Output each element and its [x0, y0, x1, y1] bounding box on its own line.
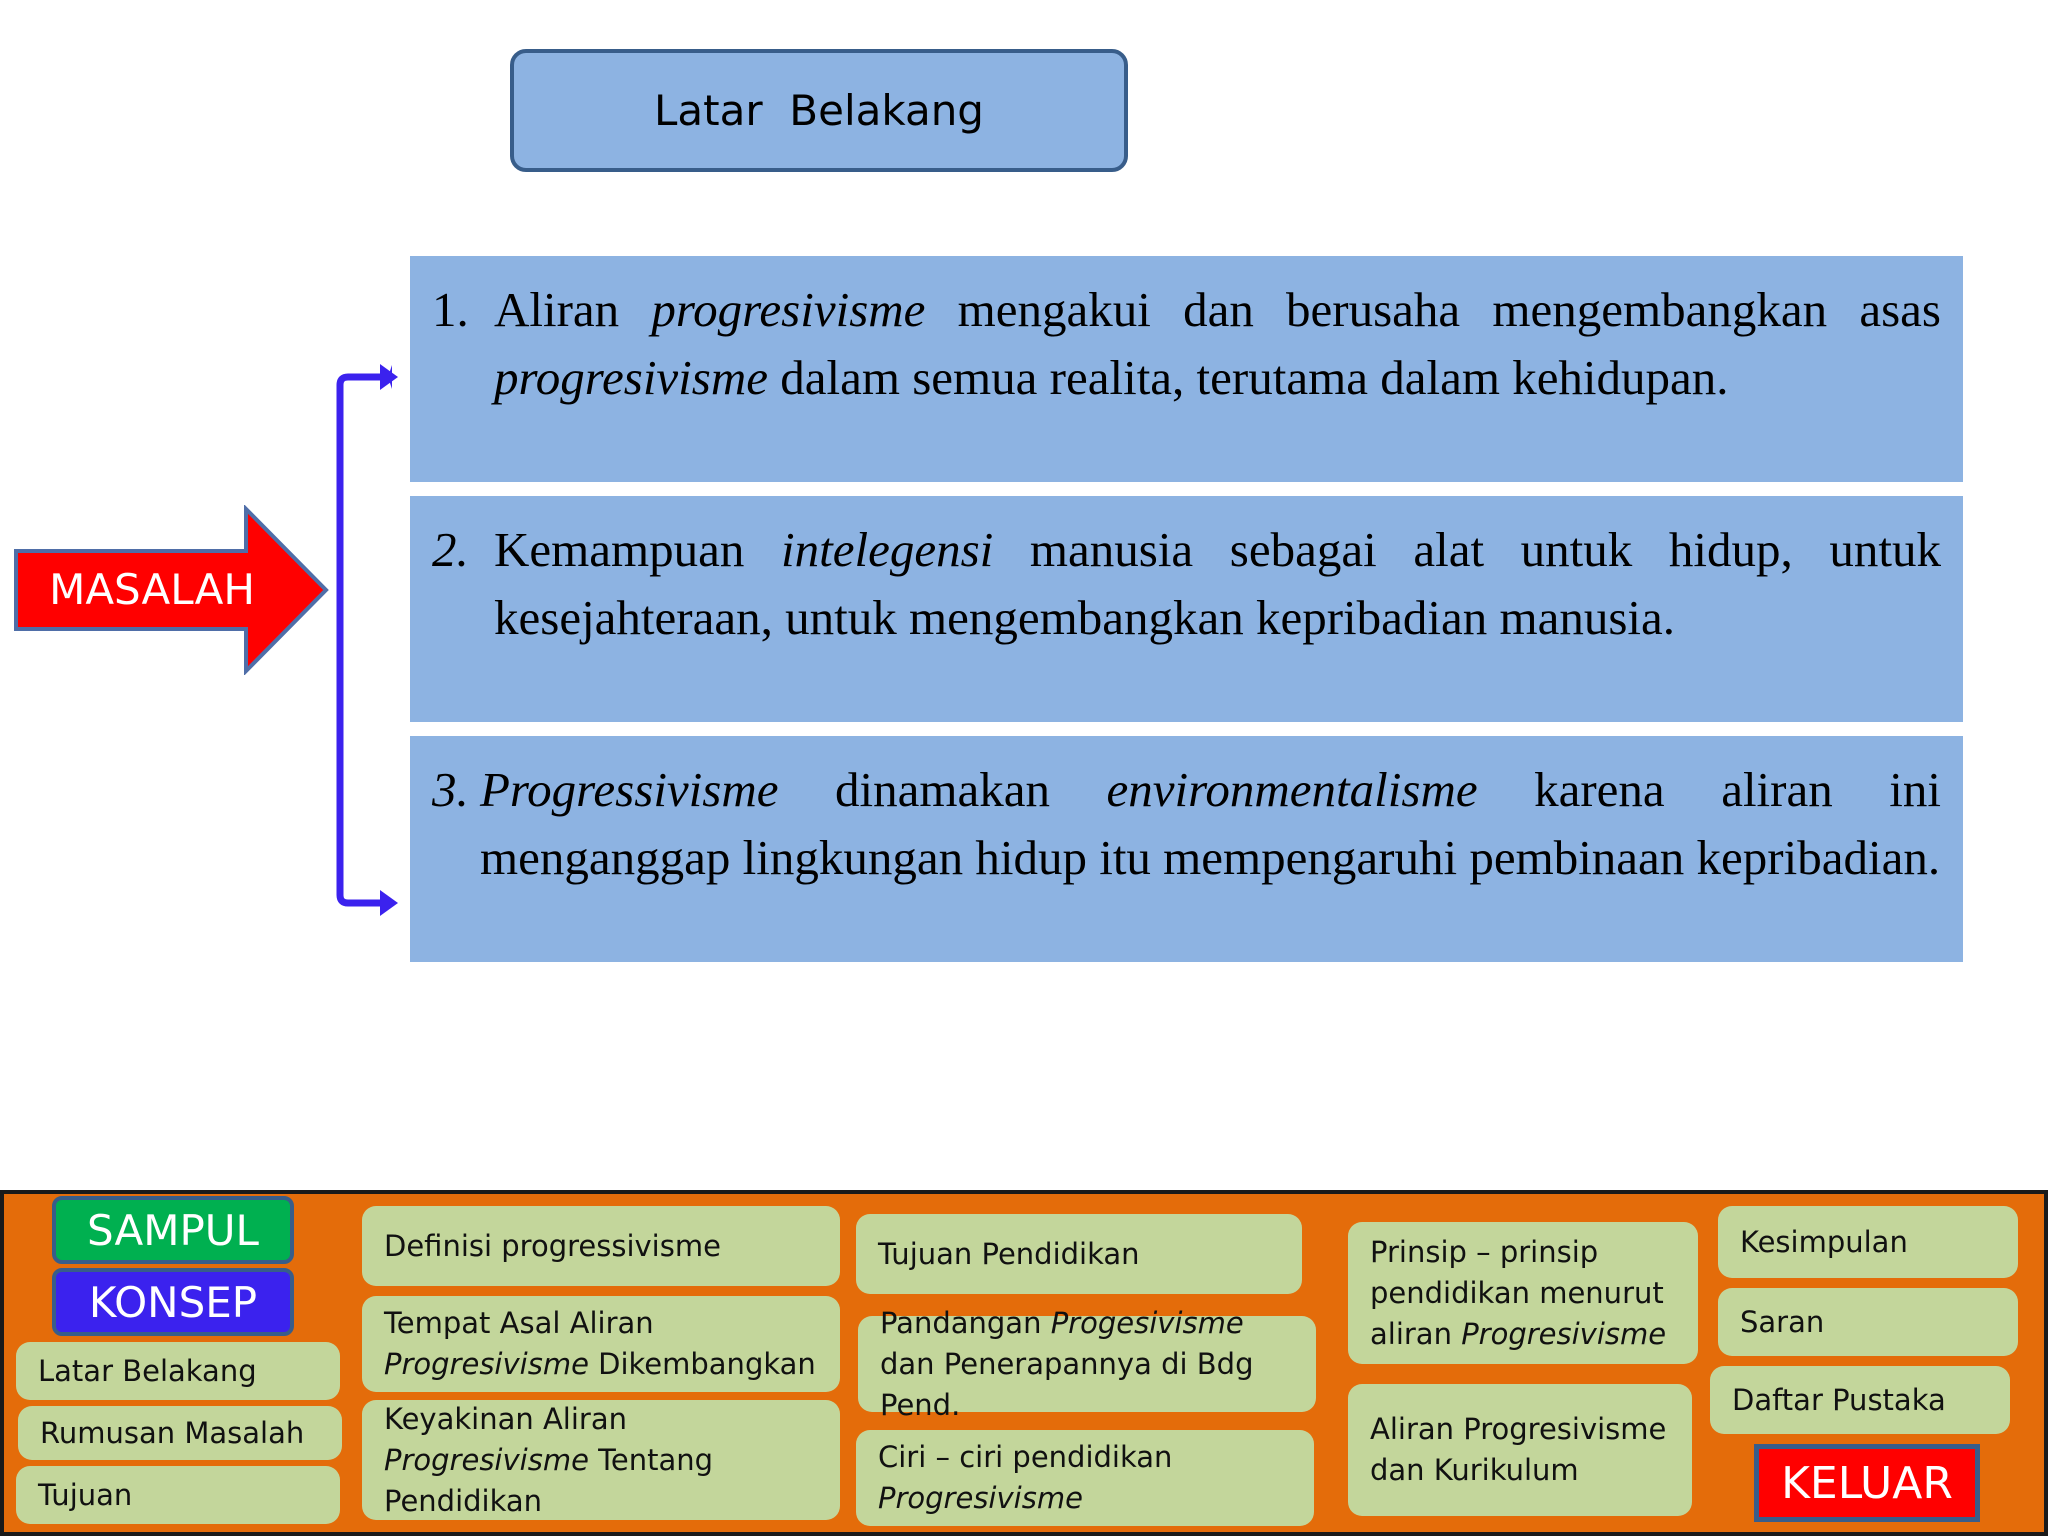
daftar-pustaka-button[interactable]: Daftar Pustaka [1710, 1366, 2010, 1434]
tempat-asal-button[interactable]: Tempat Asal Aliran Progresivisme Dikembangkan [362, 1296, 840, 1392]
point-panel-1 [410, 256, 1963, 482]
latar-belakang-button[interactable]: Latar Belakang [16, 1342, 340, 1400]
kesimpulan-button[interactable]: Kesimpulan [1718, 1206, 2018, 1278]
masalah-label: MASALAH [49, 565, 255, 614]
konsep-button[interactable]: KONSEP [52, 1268, 294, 1336]
point-text: Progressivisme dinamakan environmentalisme karena aliran ini menganggap lingkungan hidup itu mempengaruhi pembinaan kepribadian. [480, 762, 1941, 885]
bottom-nav-bar [0, 1190, 2048, 1536]
point-panel-3 [410, 736, 1963, 962]
kurikulum-button[interactable]: Aliran Progresivisme dan Kurikulum [1348, 1384, 1692, 1516]
point-panel-2 [410, 496, 1963, 722]
masalah-arrow [10, 505, 330, 675]
rumusan-masalah-button[interactable]: Rumusan Masalah [18, 1406, 342, 1460]
point-text: Aliran progresivisme mengakui dan berusaha mengembangkan asas progresivisme dalam semua realita, terutama dalam kehidupan. [494, 282, 1941, 405]
tujuan-pendidikan-button[interactable]: Tujuan Pendidikan [856, 1214, 1302, 1294]
page-title: Latar Belakang [510, 49, 1128, 172]
pandangan-button[interactable]: Pandangan Progesivisme dan Penerapannya di Bdg Pend. [858, 1316, 1316, 1412]
point-text: Kemampuan intelegensi manusia sebagai alat untuk hidup, untuk kesejahteraan, untuk mengembangkan kepribadian manusia. [494, 522, 1941, 645]
definisi-button[interactable]: Definisi progressivisme [362, 1206, 840, 1286]
prinsip-button[interactable]: Prinsip – prinsip pendidikan menurut aliran Progresivisme [1348, 1222, 1698, 1364]
point-number: 3. [432, 762, 469, 817]
keluar-button[interactable]: KELUAR [1754, 1444, 1980, 1522]
saran-button[interactable]: Saran [1718, 1288, 2018, 1356]
bracket-connector [330, 360, 400, 920]
point-number: 2. [432, 522, 469, 577]
point-number: 1. [432, 282, 469, 337]
ciri-ciri-button[interactable]: Ciri – ciri pendidikan Progresivisme [856, 1430, 1314, 1526]
sampul-button[interactable]: SAMPUL [52, 1196, 294, 1264]
keyakinan-button[interactable]: Keyakinan Aliran Progresivisme Tentang Pendidikan [362, 1400, 840, 1520]
tujuan-button[interactable]: Tujuan [16, 1466, 340, 1524]
